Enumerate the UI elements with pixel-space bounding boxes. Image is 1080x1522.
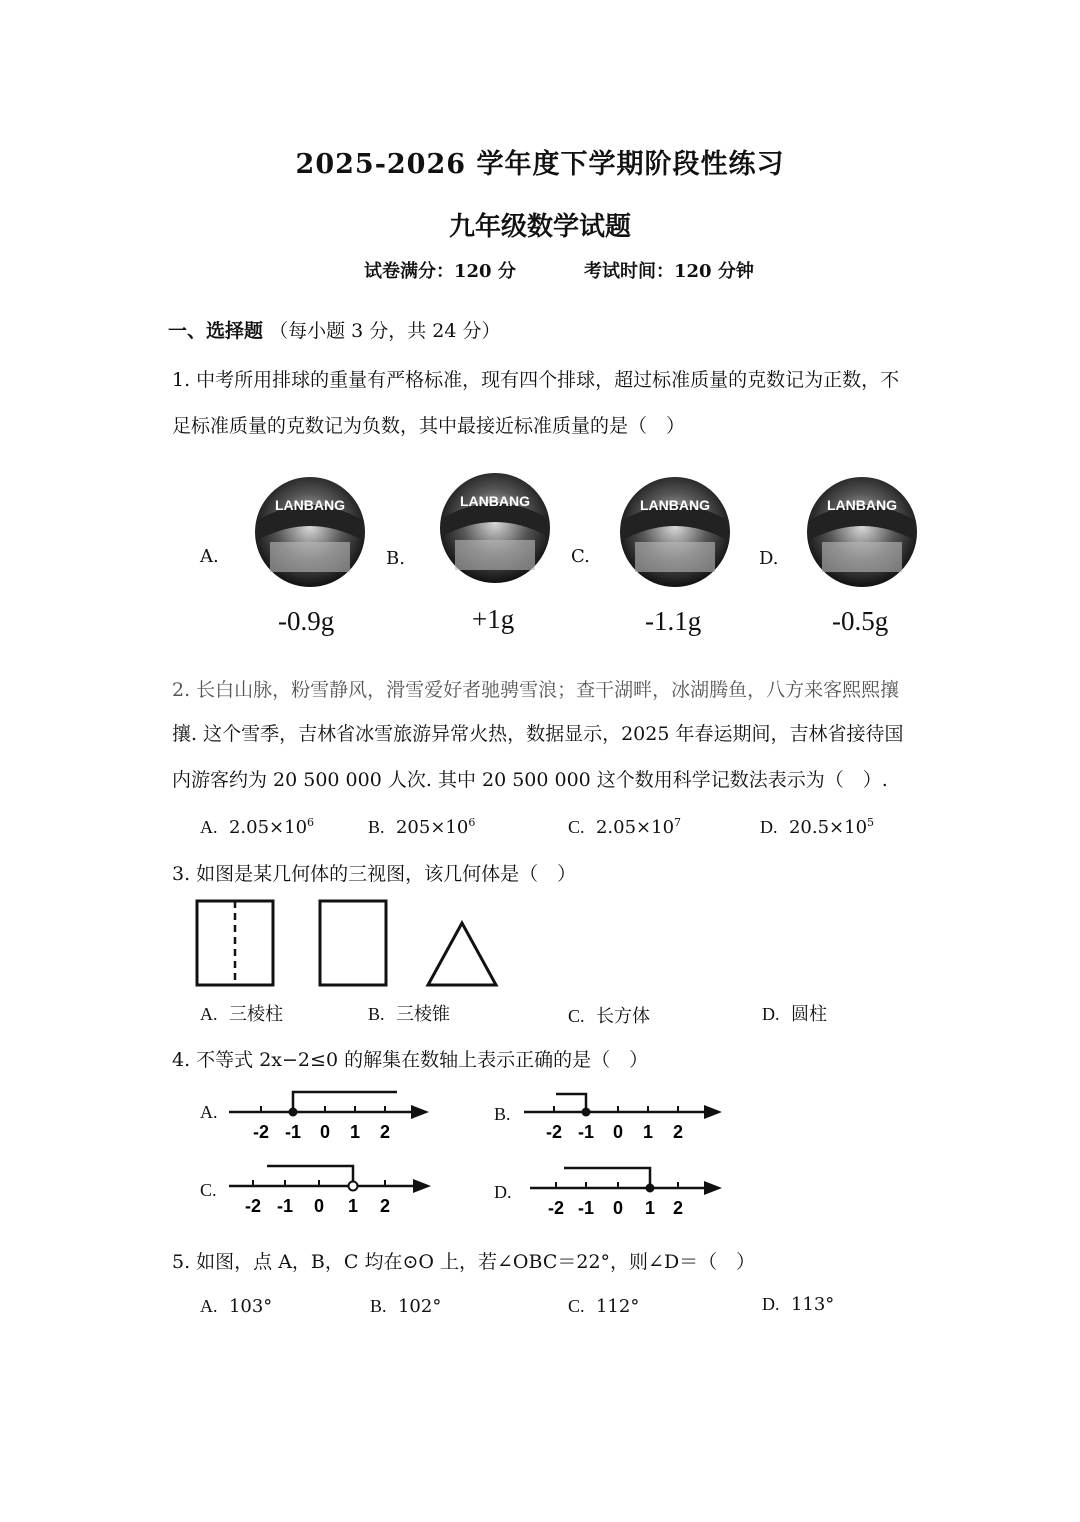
q5-option-b-value: 102° xyxy=(397,1296,442,1317)
q5-option-b-label: B. xyxy=(370,1296,387,1316)
q2-option-d-exp: 5 xyxy=(867,816,875,829)
q1-text-line2: 足标准质量的克数记为负数，其中最接近标准质量的是（ ） xyxy=(172,415,686,437)
q3-option-d xyxy=(762,1000,827,1026)
ticklabel-c-4: 1 xyxy=(347,1196,359,1216)
top-view xyxy=(428,923,496,985)
q4-numberline-d xyxy=(520,1160,740,1228)
q1-option-a-label: A. xyxy=(200,546,219,567)
numberline-c-svg xyxy=(225,1158,445,1222)
ticklabel-d-4: 1 xyxy=(644,1198,656,1218)
q5-option-c xyxy=(568,1296,639,1317)
numberline-a-svg xyxy=(225,1084,445,1148)
exam-title: 2025-2026 学年度下学期阶段性练习 xyxy=(295,149,785,180)
q1-option-b-value: +1g xyxy=(472,604,515,634)
q3-option-b-value: 三棱锥 xyxy=(395,1004,450,1025)
q5-option-c-value: 112° xyxy=(595,1296,640,1317)
volleyball-c-icon xyxy=(620,477,730,587)
q1-option-d-label: D. xyxy=(759,548,779,569)
ticklabel-c-2: -1 xyxy=(276,1196,294,1216)
ticklabel-a-2: -1 xyxy=(284,1122,302,1142)
q4-numberline-a xyxy=(225,1084,445,1152)
q2-option-d xyxy=(760,816,874,838)
exam-time: 考试时间：120 分钟 xyxy=(584,261,754,282)
q2-option-c-exp: 7 xyxy=(674,816,682,829)
q2-text-line2: 攘. 这个雪季，吉林省冰雪旅游异常火热，数据显示，2025 年春运期间，吉林省接待国 xyxy=(172,723,904,745)
ball-brand-b: LANBANG xyxy=(460,493,530,509)
ticklabel-b-5: 2 xyxy=(672,1122,684,1142)
q5-option-b xyxy=(370,1296,441,1317)
q2-option-a xyxy=(200,816,314,838)
q1-text-line1: 1. 中考所用排球的重量有严格标准，现有四个排球，超过标准质量的克数记为正数，不 xyxy=(172,369,900,391)
q2-option-b-exp: 6 xyxy=(468,816,476,829)
volleyball-figures xyxy=(0,470,1080,650)
q1-balls xyxy=(0,470,1080,650)
q1-option-b-label: B. xyxy=(386,548,405,569)
section-heading xyxy=(168,316,501,343)
ticklabel-b-2: -1 xyxy=(577,1122,595,1142)
ticklabel-d-1: -2 xyxy=(547,1198,565,1218)
three-view-diagram xyxy=(190,895,510,995)
q5-option-c-label: C. xyxy=(568,1296,585,1316)
q5-option-a-value: 103° xyxy=(228,1296,273,1317)
ticklabel-b-1: -2 xyxy=(545,1122,563,1142)
q4-option-d-label: D. xyxy=(494,1182,512,1202)
q2-option-c-label: C. xyxy=(568,817,585,837)
q2-option-b-label: B. xyxy=(368,817,385,837)
q2-option-c-base: 2.05×10 xyxy=(595,817,675,838)
q4-option-c-label: C. xyxy=(200,1180,217,1200)
q3-option-d-label: D. xyxy=(762,1004,780,1024)
q2-option-d-base: 20.5×10 xyxy=(788,817,868,838)
q2-text-line3: 内游客约为 20 500 000 人次. 其中 20 500 000 这个数用科学记数法表示为（ ）. xyxy=(172,769,888,791)
q3-option-c-label: C. xyxy=(568,1006,585,1026)
numberline-b-svg xyxy=(520,1084,740,1148)
ticklabel-d-5: 2 xyxy=(672,1198,684,1218)
q3-three-views xyxy=(190,895,510,999)
q2-text-line1: 2. 长白山脉，粉雪静风，滑雪爱好者驰骋雪浪；查干湖畔，冰湖腾鱼，八方来客熙熙攘 xyxy=(172,679,900,701)
q2-option-a-base: 2.05×10 xyxy=(228,817,308,838)
full-score: 试卷满分：120 分 xyxy=(364,261,516,282)
q4-option-b-label: B. xyxy=(494,1104,511,1124)
exam-subtitle: 九年级数学试题 xyxy=(448,212,631,242)
ticklabel-b-4: 1 xyxy=(642,1122,654,1142)
volleyball-a-icon xyxy=(255,477,365,587)
q2-option-b-base: 205×10 xyxy=(395,817,469,838)
q4-text-line1: 4. 不等式 2x−2≤0 的解集在数轴上表示正确的是（ ） xyxy=(172,1049,649,1071)
q3-option-c-value: 长方体 xyxy=(595,1006,650,1027)
ticklabel-d-3: 0 xyxy=(612,1198,624,1218)
q3-option-a xyxy=(200,1000,283,1026)
ticklabel-d-2: -1 xyxy=(577,1198,595,1218)
numberline-d-svg xyxy=(520,1160,740,1224)
section-note: （每小题 3 分，共 24 分） xyxy=(269,320,501,342)
q4-numberline-b xyxy=(520,1084,740,1152)
q2-option-a-exp: 6 xyxy=(307,816,315,829)
ticklabel-c-5: 2 xyxy=(379,1196,391,1216)
q1-option-a-value: -0.9g xyxy=(278,606,335,636)
q5-option-a-label: A. xyxy=(200,1296,218,1316)
q2-option-d-label: D. xyxy=(760,817,778,837)
q4-option-a-label: A. xyxy=(200,1102,218,1122)
volleyball-b-icon xyxy=(440,473,550,583)
q3-option-b xyxy=(368,1000,450,1026)
section-name: 一、选择题 xyxy=(168,320,264,342)
q3-option-b-label: B. xyxy=(368,1004,385,1024)
ball-brand-d: LANBANG xyxy=(827,497,897,513)
q5-option-d xyxy=(762,1294,834,1315)
ticklabel-a-3: 0 xyxy=(319,1122,331,1142)
ticklabel-c-1: -2 xyxy=(244,1196,262,1216)
q2-option-a-label: A. xyxy=(200,817,218,837)
q5-text-line1: 5. 如图，点 A，B，C 均在⊙O 上，若∠OBC＝22°，则∠D＝（ ） xyxy=(172,1251,756,1273)
q5-option-d-label: D. xyxy=(762,1294,780,1314)
q1-option-d-value: -0.5g xyxy=(832,606,889,636)
side-view xyxy=(320,901,386,985)
volleyball-d-icon xyxy=(807,477,917,587)
q3-text-line1: 3. 如图是某几何体的三视图，该几何体是（ ） xyxy=(172,863,577,885)
ticklabel-a-4: 1 xyxy=(349,1122,361,1142)
q3-option-d-value: 圆柱 xyxy=(790,1004,827,1025)
ball-brand-a: LANBANG xyxy=(275,497,345,513)
ticklabel-c-3: 0 xyxy=(313,1196,325,1216)
q5-option-a xyxy=(200,1296,272,1317)
q2-option-b xyxy=(368,816,475,838)
q3-option-c xyxy=(568,1002,650,1028)
q1-option-c-value: -1.1g xyxy=(645,606,702,636)
ticklabel-b-3: 0 xyxy=(612,1122,624,1142)
ticklabel-a-1: -2 xyxy=(252,1122,270,1142)
q5-option-d-value: 113° xyxy=(790,1294,835,1315)
ticklabel-a-5: 2 xyxy=(379,1122,391,1142)
ball-brand-c: LANBANG xyxy=(640,497,710,513)
q3-option-a-value: 三棱柱 xyxy=(228,1004,283,1025)
q4-numberline-c xyxy=(225,1158,445,1226)
q1-option-c-label: C. xyxy=(571,546,590,567)
q3-option-a-label: A. xyxy=(200,1004,218,1024)
q2-option-c xyxy=(568,816,681,838)
